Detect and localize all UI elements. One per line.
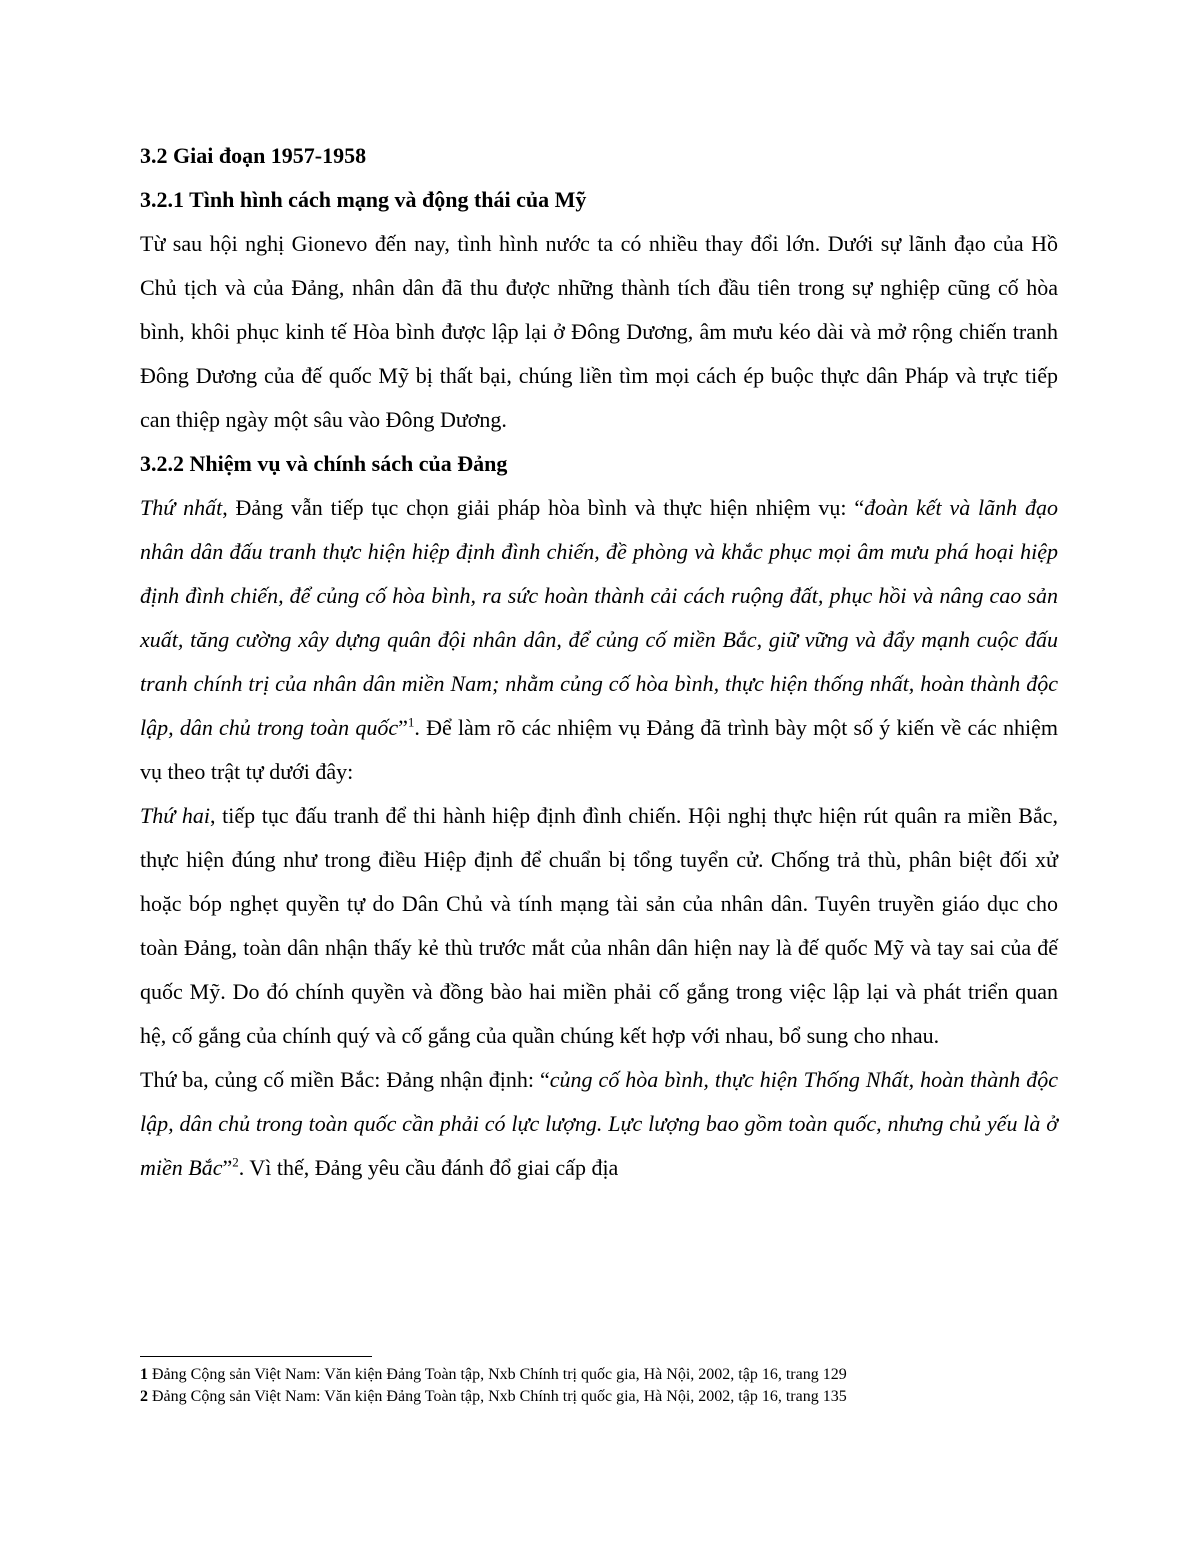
footnote-number: 2 bbox=[140, 1388, 148, 1405]
paragraph-situation: Từ sau hội nghị Gionevo đến nay, tình hình nước ta có nhiều thay đổi lớn. Dưới sự lãnh đạo của Hồ Chủ tịch và của Đảng, nhân dân đã thu được những thành tích đầu tiên trong sự nghiệp cũng cố hòa bình, khôi phục kinh tế Hòa bình được lập lại ở Đông Dương, âm mưu kéo dài và mở rộng chiến tranh Đông Dương của đế quốc Mỹ bị thất bại, chúng liền tìm mọi cách ép buộc thực dân Pháp và trực tiếp can thiệp ngày một sâu vào Đông Dương. bbox=[140, 231, 1058, 432]
footnote-2 bbox=[140, 1386, 1058, 1408]
footnote-text: Đảng Cộng sản Việt Nam: Văn kiện Đảng Toàn tập, Nxb Chính trị quốc gia, Hà Nội, 2002, tập 16, trang 135 bbox=[148, 1388, 847, 1405]
first-task-lead: Thứ nhất bbox=[140, 495, 223, 520]
first-task-intro: , Đảng vẫn tiếp tục chọn giải pháp hòa bình và thực hiện nhiệm vụ: “ bbox=[222, 495, 865, 520]
subsection-heading-1: 3.2.1 Tình hình cách mạng và động thái của Mỹ bbox=[140, 187, 587, 212]
footnote-ref-1[interactable]: 1 bbox=[407, 714, 415, 730]
third-task-quote-close: ” bbox=[222, 1155, 233, 1180]
page-body bbox=[140, 140, 1058, 1190]
first-task-quote-close: ” bbox=[398, 715, 408, 740]
footnote-1 bbox=[140, 1364, 1058, 1386]
third-task-quote: củng cố hòa bình, thực hiện Thống Nhất, hoàn thành độc lập, dân chủ trong toàn quốc cần phải có lực lượng. Lực lượng bao gồm toàn quốc, nhưng chủ yếu là ở miền Bắc bbox=[140, 1067, 1058, 1180]
second-task-text: , tiếp tục đấu tranh để thi hành hiệp định đình chiến. Hội nghị thực hiện rút quân ra miền Bắc, thực hiện đúng như trong điều Hiệp định để chuẩn bị tổng tuyển cử. Chống trả thù, phân biệt đối xử hoặc bóp nghẹt quyền tự do Dân Chủ và tính mạng tài sản của nhân dân. Tuyên truyền giáo dục cho toàn Đảng, toàn dân nhận thấy kẻ thù trước mắt của nhân dân hiện nay là đế quốc Mỹ và tay sai của đế quốc Mỹ. Do đó chính quyền và đồng bào hai miền phải cố gắng trong việc lập lại và phát triển quan hệ, cố gắng của chính quý và cố gắng của quần chúng kết hợp với nhau, bổ sung cho nhau. bbox=[140, 803, 1058, 1048]
footnote-text: Đảng Cộng sản Việt Nam: Văn kiện Đảng Toàn tập, Nxb Chính trị quốc gia, Hà Nội, 2002, tập 16, trang 129 bbox=[148, 1366, 847, 1383]
footnote-number: 1 bbox=[140, 1366, 148, 1383]
paragraph-first-task bbox=[140, 486, 1058, 794]
footnote-ref-2[interactable]: 2 bbox=[232, 1154, 239, 1170]
third-task-rest: . Vì thế, Đảng yêu cầu đánh đổ giai cấp địa bbox=[238, 1155, 619, 1180]
footnotes bbox=[140, 1364, 1058, 1408]
first-task-rest: . Để làm rõ các nhiệm vụ Đảng đã trình bày một số ý kiến về các nhiệm vụ theo trật tự dưới đây: bbox=[140, 715, 1058, 784]
subsection-heading-2: 3.2.2 Nhiệm vụ và chính sách của Đảng bbox=[140, 451, 508, 476]
paragraph-second-task bbox=[140, 794, 1058, 1058]
second-task-lead: Thứ hai bbox=[140, 803, 210, 828]
third-task-intro: Thứ ba, củng cố miền Bắc: Đảng nhận định: “ bbox=[140, 1067, 550, 1092]
first-task-quote: đoàn kết và lãnh đạo nhân dân đấu tranh thực hiện hiệp định đình chiến, đề phòng và khắc phục mọi âm mưu phá hoại hiệp định đình chiến, để củng cố hòa bình, ra sức hoàn thành cải cách ruộng đất, phục hồi và nâng cao sản xuất, tăng cường xây dựng quân đội nhân dân, để củng cố miền Bắc, giữ vững và đẩy mạnh cuộc đấu tranh chính trị của nhân dân miền Nam; nhằm củng cố hòa bình, thực hiện thống nhất, hoàn thành độc lập, dân chủ trong toàn quốc bbox=[140, 495, 1058, 740]
paragraph-third-task bbox=[140, 1058, 1058, 1190]
footnote-separator bbox=[140, 1356, 372, 1357]
section-heading: 3.2 Giai đoạn 1957-1958 bbox=[140, 143, 367, 168]
